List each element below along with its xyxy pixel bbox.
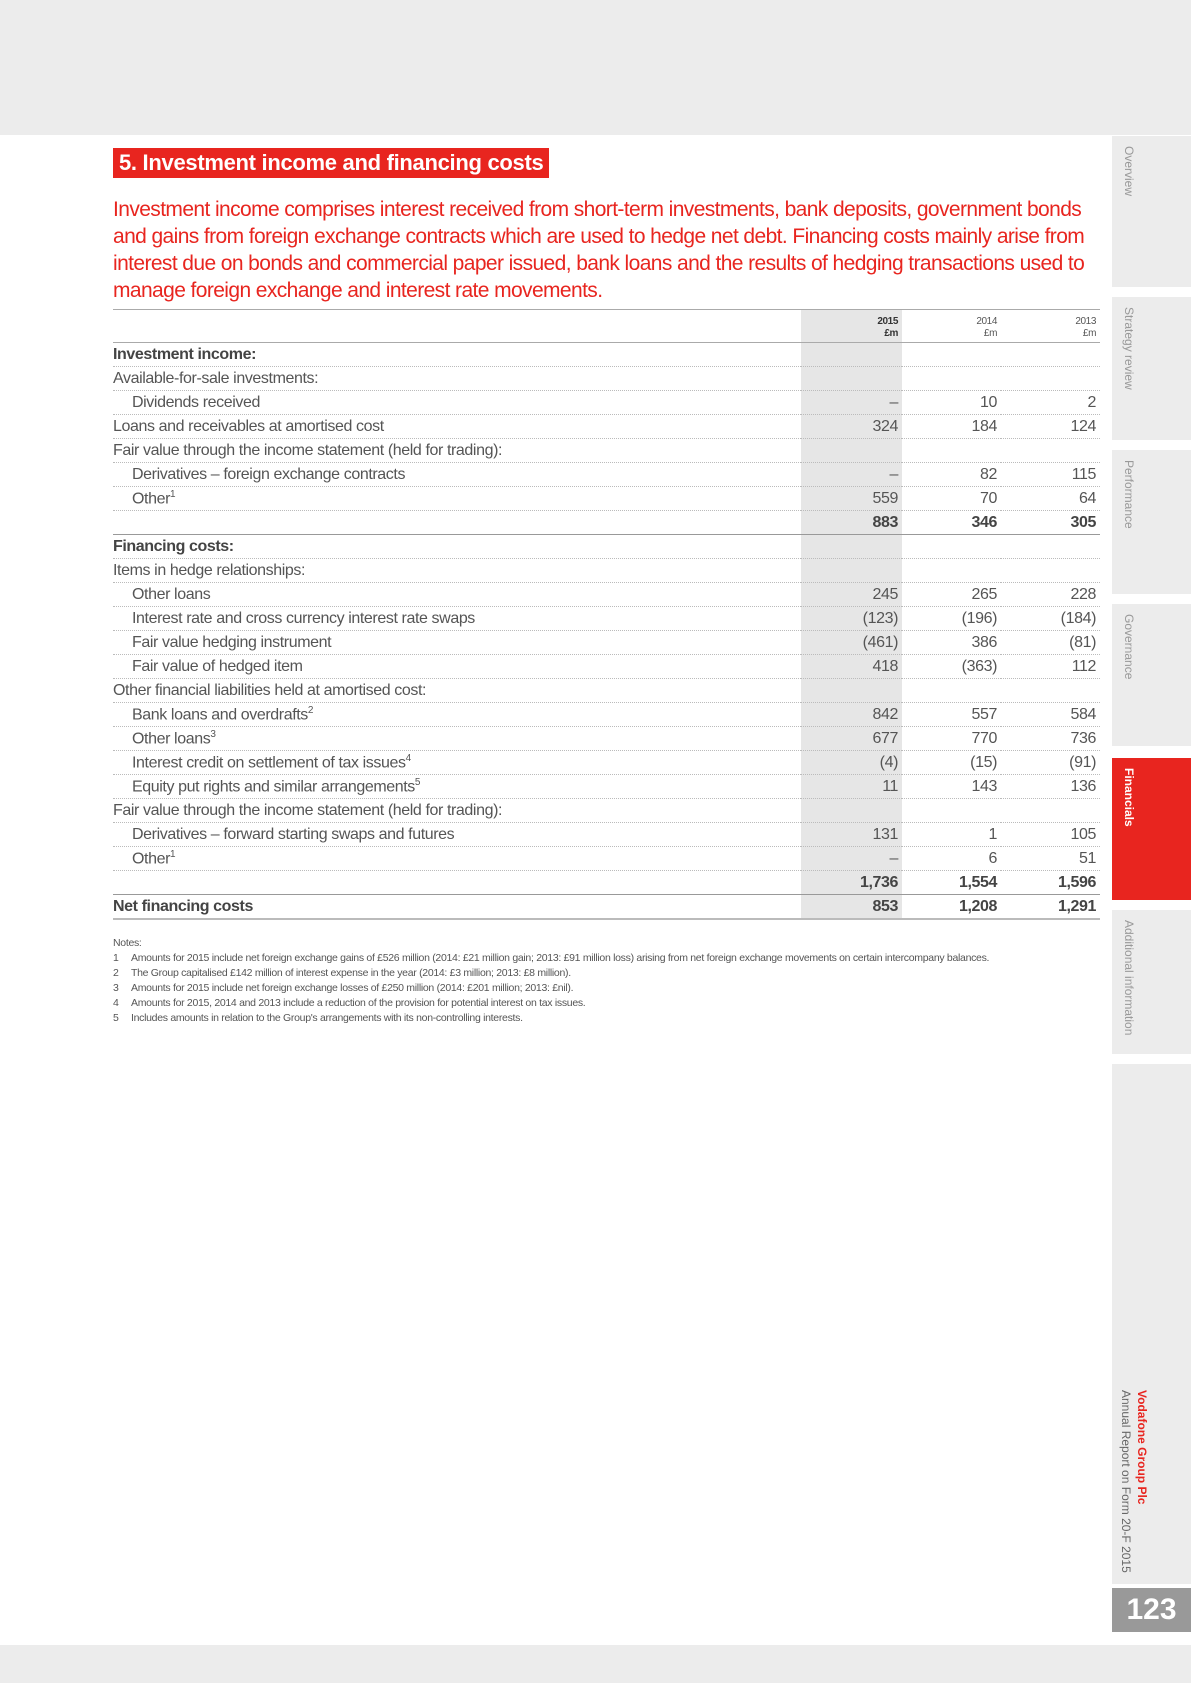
footnote-ref: 5 [414, 776, 421, 788]
value-2014: 10 [902, 391, 1001, 415]
row-label-text: Other [132, 850, 171, 868]
side-tab-performance[interactable] [1112, 450, 1191, 594]
row-label [113, 343, 801, 367]
row-label-text: Other loans [132, 585, 211, 603]
footnote-ref: 4 [405, 752, 411, 764]
value-2013: 112 [1001, 655, 1100, 679]
col-2015: 2015 £m [801, 310, 902, 343]
value-2014: 770 [902, 727, 1001, 751]
value-2015 [801, 559, 902, 583]
value-2013: 64 [1001, 487, 1100, 511]
row-label-text: Fair value hedging instrument [132, 633, 332, 651]
value-2015 [801, 343, 902, 367]
row-label [113, 487, 801, 511]
value-2013: 1,291 [1001, 895, 1100, 920]
row-label-text: Derivatives – forward starting swaps and futures [132, 825, 455, 843]
value-2013 [1001, 343, 1100, 367]
value-2014: 143 [902, 775, 1001, 799]
subtotal-row [113, 511, 1100, 535]
row-label [113, 559, 801, 583]
row-label [113, 895, 801, 920]
value-2014: 70 [902, 487, 1001, 511]
value-2013: (81) [1001, 631, 1100, 655]
value-2013: 51 [1001, 847, 1100, 871]
table-row [113, 631, 1100, 655]
value-2014: (15) [902, 751, 1001, 775]
value-2014: 265 [902, 583, 1001, 607]
note-item [113, 951, 1013, 966]
value-2015: 245 [801, 583, 902, 607]
value-2015: 1,736 [801, 871, 902, 895]
notes-heading: Notes: [113, 937, 142, 949]
note-item [113, 966, 1013, 981]
row-label [113, 391, 801, 415]
value-2013 [1001, 535, 1100, 559]
page-number: 123 [1112, 1588, 1191, 1632]
row-label-text: Investment income: [113, 345, 257, 363]
col-2013: 2013 £m [1001, 310, 1100, 343]
row-label-text: Other [132, 490, 171, 508]
row-label [113, 703, 801, 727]
financial-table [113, 310, 1100, 920]
table-row [113, 487, 1100, 511]
row-label-text: Fair value through the income statement (held for trading): [113, 441, 503, 459]
row-label-text: Interest credit on settlement of tax issues [132, 754, 406, 772]
footnote-ref: 1 [170, 848, 176, 860]
row-label [113, 367, 801, 391]
value-2014: (363) [902, 655, 1001, 679]
value-2015: – [801, 847, 902, 871]
row-label-text: Available-for-sale investments: [113, 369, 319, 387]
note-number: 1 [113, 952, 119, 964]
row-label [113, 607, 801, 631]
table-row [113, 703, 1100, 727]
table-row [113, 415, 1100, 439]
row-label [113, 775, 801, 799]
side-tab-label: Overview [1122, 146, 1136, 197]
top-margin [0, 0, 1191, 135]
row-label [113, 415, 801, 439]
value-2015: 842 [801, 703, 902, 727]
value-2015: – [801, 463, 902, 487]
row-label-text: Interest rate and cross currency interest rate swaps [132, 609, 475, 627]
bottom-margin [0, 1645, 1191, 1683]
value-2015: 853 [801, 895, 902, 920]
report-name: Annual Report on Form 20-F 2015 [1119, 1390, 1133, 1573]
table-row [113, 775, 1100, 799]
row-label-text: Derivatives – foreign exchange contracts [132, 465, 406, 483]
value-2014 [902, 367, 1001, 391]
footnote-ref: 3 [210, 728, 216, 740]
value-2013: 136 [1001, 775, 1100, 799]
row-label-text: Net financing costs [113, 897, 253, 915]
note-item [113, 1011, 1013, 1026]
note-item [113, 981, 1013, 996]
value-2014: 184 [902, 415, 1001, 439]
row-label [113, 439, 801, 463]
table-row [113, 799, 1100, 823]
note-number: 5 [113, 1012, 119, 1024]
table-row [113, 727, 1100, 751]
value-2013: (91) [1001, 751, 1100, 775]
value-2015: (461) [801, 631, 902, 655]
section-header-row [113, 535, 1100, 559]
row-label-text: Items in hedge relationships: [113, 561, 306, 579]
side-tab-additional-information[interactable] [1112, 910, 1191, 1054]
value-2014 [902, 679, 1001, 703]
value-2014: (196) [902, 607, 1001, 631]
note-text: The Group capitalised £142 million of interest expense in the year (2014: £3 million; 2013: £8 million). [131, 967, 571, 979]
value-2015: – [801, 391, 902, 415]
value-2015: (123) [801, 607, 902, 631]
value-2014: 346 [902, 511, 1001, 535]
row-label-text: Financing costs: [113, 537, 234, 555]
table-row [113, 847, 1100, 871]
table-header-row [113, 310, 1100, 343]
value-2014: 386 [902, 631, 1001, 655]
table-row [113, 583, 1100, 607]
table-row [113, 679, 1100, 703]
section-title: 5. Investment income and financing costs [113, 148, 549, 178]
value-2015: 418 [801, 655, 902, 679]
value-2013: 228 [1001, 583, 1100, 607]
section-header-row [113, 343, 1100, 367]
side-tab-label: Financials [1122, 768, 1136, 827]
net-total-row [113, 895, 1100, 920]
row-label [113, 799, 801, 823]
row-label [113, 511, 801, 535]
row-label [113, 871, 801, 895]
value-2013: 305 [1001, 511, 1100, 535]
row-label [113, 751, 801, 775]
row-label-text: Bank loans and overdrafts [132, 706, 308, 724]
company-name: Vodafone Group Plc [1135, 1390, 1149, 1505]
row-label-text: Fair value of hedged item [132, 657, 303, 675]
value-2015 [801, 367, 902, 391]
value-2013 [1001, 679, 1100, 703]
row-label-text: Dividends received [132, 393, 260, 411]
value-2014: 1,208 [902, 895, 1001, 920]
table-row [113, 463, 1100, 487]
note-text: Amounts for 2015 include net foreign exchange losses of £250 million (2014: £201 million; 2013: £nil). [131, 982, 574, 994]
subtotal-row [113, 871, 1100, 895]
value-2013: 1,596 [1001, 871, 1100, 895]
value-2015: 559 [801, 487, 902, 511]
value-2014 [902, 535, 1001, 559]
row-label [113, 823, 801, 847]
row-label-text: Other loans [132, 730, 211, 748]
row-label [113, 847, 801, 871]
value-2014: 82 [902, 463, 1001, 487]
value-2014: 6 [902, 847, 1001, 871]
col-2014: 2014 £m [902, 310, 1001, 343]
value-2015: (4) [801, 751, 902, 775]
value-2015 [801, 679, 902, 703]
table-row [113, 391, 1100, 415]
value-2014 [902, 439, 1001, 463]
value-2013: 736 [1001, 727, 1100, 751]
brand-block [1118, 1390, 1150, 1573]
value-2013: 105 [1001, 823, 1100, 847]
table-row [113, 607, 1100, 631]
value-2015: 883 [801, 511, 902, 535]
note-number: 4 [113, 997, 119, 1009]
value-2013: 2 [1001, 391, 1100, 415]
value-2014: 1,554 [902, 871, 1001, 895]
value-2013: (184) [1001, 607, 1100, 631]
row-label [113, 463, 801, 487]
note-text: Includes amounts in relation to the Group's arrangements with its non-controlling interests. [131, 1012, 523, 1024]
value-2015 [801, 799, 902, 823]
note-text: Amounts for 2015, 2014 and 2013 include a reduction of the provision for potential interest on tax issues. [131, 997, 586, 1009]
side-tab-label: Additional information [1122, 920, 1136, 1036]
row-label [113, 583, 801, 607]
row-label-text: Equity put rights and similar arrangements [132, 778, 415, 796]
row-label-text: Other financial liabilities held at amortised cost: [113, 681, 427, 699]
table-row [113, 439, 1100, 463]
value-2014 [902, 343, 1001, 367]
intro-paragraph: Investment income comprises interest received from short-term investments, bank deposits, government bonds and gains from foreign exchange contracts which are used to hedge net debt. Financing costs mainly arise from interest due on bonds and commercial paper issued, bank loans and the results of hedging transactions used to manage foreign exchange and interest rate movements. [113, 198, 1085, 302]
note-text: Amounts for 2015 include net foreign exchange gains of £526 million (2014: £21 million gain; 2013: £91 million loss) arising from net foreign exchange movements on certain intercompany balances. [131, 952, 990, 964]
notes [113, 936, 1013, 1026]
value-2013: 124 [1001, 415, 1100, 439]
note-number: 2 [113, 967, 119, 979]
side-tab-governance[interactable] [1112, 604, 1191, 746]
value-2015: 324 [801, 415, 902, 439]
header-label [113, 310, 801, 343]
row-label [113, 631, 801, 655]
note-number: 3 [113, 982, 119, 994]
note-item [113, 996, 1013, 1011]
value-2014: 1 [902, 823, 1001, 847]
value-2015: 131 [801, 823, 902, 847]
footnote-ref: 2 [307, 704, 314, 716]
side-tab-overview[interactable] [1112, 136, 1191, 287]
side-tab-financials[interactable] [1112, 758, 1191, 900]
value-2014: 557 [902, 703, 1001, 727]
value-2015 [801, 535, 902, 559]
side-tab-label: Performance [1122, 460, 1136, 529]
value-2013 [1001, 799, 1100, 823]
row-label [113, 727, 801, 751]
table-row [113, 751, 1100, 775]
side-tab-label: Strategy review [1122, 307, 1136, 390]
table-row [113, 367, 1100, 391]
value-2014 [902, 559, 1001, 583]
value-2015: 677 [801, 727, 902, 751]
value-2013: 115 [1001, 463, 1100, 487]
value-2015: 11 [801, 775, 902, 799]
value-2013 [1001, 367, 1100, 391]
side-tab-label: Governance [1122, 614, 1136, 680]
row-label-text: Loans and receivables at amortised cost [113, 417, 384, 435]
value-2014 [902, 799, 1001, 823]
row-label [113, 655, 801, 679]
side-tab-strategy-review[interactable] [1112, 297, 1191, 440]
value-2015 [801, 439, 902, 463]
row-label-text: Fair value through the income statement (held for trading): [113, 801, 503, 819]
value-2013 [1001, 439, 1100, 463]
table-row [113, 655, 1100, 679]
table-row [113, 559, 1100, 583]
value-2013 [1001, 559, 1100, 583]
value-2013: 584 [1001, 703, 1100, 727]
table-row [113, 823, 1100, 847]
footnote-ref: 1 [170, 488, 176, 500]
row-label [113, 679, 801, 703]
row-label [113, 535, 801, 559]
